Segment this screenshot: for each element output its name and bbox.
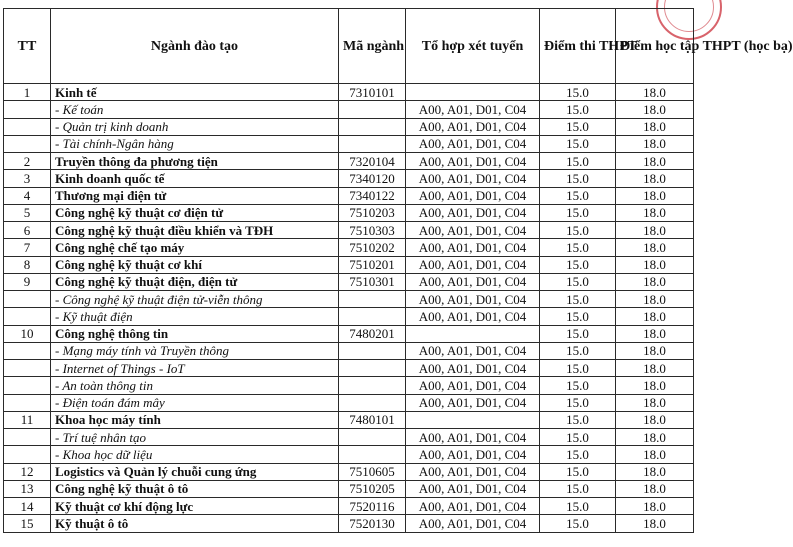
row-transcript-score: 18.0	[616, 480, 694, 497]
row-transcript-score: 18.0	[616, 170, 694, 187]
row-number	[4, 135, 51, 152]
row-major-code: 7320104	[339, 153, 406, 170]
table-row	[4, 515, 694, 532]
table-row	[4, 463, 694, 480]
row-major-name: Công nghệ kỹ thuật cơ khí	[51, 256, 339, 273]
row-number: 7	[4, 239, 51, 256]
row-thpt-score: 15.0	[540, 187, 616, 204]
table-row	[4, 394, 694, 411]
table-row	[4, 446, 694, 463]
row-thpt-score: 15.0	[540, 170, 616, 187]
row-transcript-score: 18.0	[616, 204, 694, 221]
row-major-code: 7510605	[339, 463, 406, 480]
header-major: Ngành đào tạo	[51, 9, 339, 84]
row-number	[4, 308, 51, 325]
row-number	[4, 118, 51, 135]
row-major-code: 7310101	[339, 84, 406, 101]
header-transcript-score: Điểm học tập THPT (học bạ)	[616, 9, 694, 84]
row-major-name: Kỹ thuật cơ khí động lực	[51, 498, 339, 515]
table-row	[4, 101, 694, 118]
row-major-name: Công nghệ chế tạo máy	[51, 239, 339, 256]
header-thpt-score: Điểm thi THPT	[540, 9, 616, 84]
header-code: Mã ngành	[339, 9, 406, 84]
row-number	[4, 394, 51, 411]
row-major-code: 7510201	[339, 256, 406, 273]
row-major-code	[339, 360, 406, 377]
row-transcript-score: 18.0	[616, 273, 694, 290]
row-major-name: - Kế toán	[51, 101, 339, 118]
row-major-code: 7510205	[339, 480, 406, 497]
row-major-name: - Mạng máy tính và Truyền thông	[51, 342, 339, 359]
row-subject-combo: A00, A01, D01, C04	[406, 170, 540, 187]
row-major-code: 7510203	[339, 204, 406, 221]
table-row	[4, 170, 694, 187]
row-subject-combo: A00, A01, D01, C04	[406, 101, 540, 118]
row-subject-combo: A00, A01, D01, C04	[406, 498, 540, 515]
row-subject-combo: A00, A01, D01, C04	[406, 463, 540, 480]
row-number: 11	[4, 411, 51, 428]
row-major-code	[339, 342, 406, 359]
row-transcript-score: 18.0	[616, 446, 694, 463]
row-major-name: - Điện toán đám mây	[51, 394, 339, 411]
row-transcript-score: 18.0	[616, 101, 694, 118]
row-subject-combo: A00, A01, D01, C04	[406, 429, 540, 446]
row-thpt-score: 15.0	[540, 222, 616, 239]
row-number	[4, 291, 51, 308]
table-row	[4, 118, 694, 135]
row-number: 15	[4, 515, 51, 532]
row-transcript-score: 18.0	[616, 187, 694, 204]
row-subject-combo: A00, A01, D01, C04	[406, 153, 540, 170]
table-row	[4, 84, 694, 101]
table-row	[4, 342, 694, 359]
row-major-name: Công nghệ thông tin	[51, 325, 339, 342]
row-major-name: Kỹ thuật ô tô	[51, 515, 339, 532]
row-number	[4, 446, 51, 463]
row-major-name: Công nghệ kỹ thuật điều khiển và TĐH	[51, 222, 339, 239]
row-thpt-score: 15.0	[540, 411, 616, 428]
row-transcript-score: 18.0	[616, 377, 694, 394]
row-major-code: 7340120	[339, 170, 406, 187]
table-row	[4, 498, 694, 515]
row-transcript-score: 18.0	[616, 222, 694, 239]
row-major-code	[339, 429, 406, 446]
row-thpt-score: 15.0	[540, 204, 616, 221]
row-major-code	[339, 101, 406, 118]
row-number: 2	[4, 153, 51, 170]
row-thpt-score: 15.0	[540, 480, 616, 497]
row-number: 9	[4, 273, 51, 290]
row-number	[4, 342, 51, 359]
row-major-code: 7510303	[339, 222, 406, 239]
table-row	[4, 187, 694, 204]
row-thpt-score: 15.0	[540, 394, 616, 411]
row-major-name: - Trí tuệ nhân tạo	[51, 429, 339, 446]
row-major-name: Khoa học máy tính	[51, 411, 339, 428]
row-number: 10	[4, 325, 51, 342]
row-subject-combo: A00, A01, D01, C04	[406, 291, 540, 308]
header-tt: TT	[4, 9, 51, 84]
row-subject-combo: A00, A01, D01, C04	[406, 187, 540, 204]
row-transcript-score: 18.0	[616, 84, 694, 101]
table-row	[4, 256, 694, 273]
row-number: 1	[4, 84, 51, 101]
row-transcript-score: 18.0	[616, 394, 694, 411]
row-major-name: Thương mại điện tử	[51, 187, 339, 204]
row-major-code: 7520116	[339, 498, 406, 515]
table-row	[4, 411, 694, 428]
row-major-name: - An toàn thông tin	[51, 377, 339, 394]
row-major-code	[339, 446, 406, 463]
row-major-code	[339, 377, 406, 394]
row-major-code	[339, 135, 406, 152]
table-body	[4, 84, 694, 533]
row-major-code	[339, 291, 406, 308]
row-major-code: 7340122	[339, 187, 406, 204]
table-row	[4, 429, 694, 446]
row-thpt-score: 15.0	[540, 84, 616, 101]
row-thpt-score: 15.0	[540, 429, 616, 446]
row-thpt-score: 15.0	[540, 360, 616, 377]
table-row	[4, 325, 694, 342]
table-row	[4, 377, 694, 394]
row-subject-combo: A00, A01, D01, C04	[406, 394, 540, 411]
row-thpt-score: 15.0	[540, 273, 616, 290]
row-subject-combo: A00, A01, D01, C04	[406, 222, 540, 239]
row-major-name: Công nghệ kỹ thuật điện, điện tử	[51, 273, 339, 290]
row-subject-combo	[406, 325, 540, 342]
row-major-name: - Kỹ thuật điện	[51, 308, 339, 325]
row-thpt-score: 15.0	[540, 239, 616, 256]
row-number	[4, 377, 51, 394]
table-row	[4, 273, 694, 290]
row-major-name: Công nghệ kỹ thuật cơ điện tử	[51, 204, 339, 221]
row-major-code	[339, 118, 406, 135]
row-major-code: 7480101	[339, 411, 406, 428]
row-transcript-score: 18.0	[616, 411, 694, 428]
row-major-name: - Quản trị kinh doanh	[51, 118, 339, 135]
row-subject-combo: A00, A01, D01, C04	[406, 360, 540, 377]
row-transcript-score: 18.0	[616, 360, 694, 377]
row-thpt-score: 15.0	[540, 101, 616, 118]
row-major-code	[339, 308, 406, 325]
table-row	[4, 204, 694, 221]
row-thpt-score: 15.0	[540, 308, 616, 325]
row-thpt-score: 15.0	[540, 118, 616, 135]
table-row	[4, 480, 694, 497]
header-combo: Tổ hợp xét tuyển	[406, 9, 540, 84]
row-transcript-score: 18.0	[616, 498, 694, 515]
table-row	[4, 308, 694, 325]
row-thpt-score: 15.0	[540, 515, 616, 532]
row-subject-combo: A00, A01, D01, C04	[406, 480, 540, 497]
row-thpt-score: 15.0	[540, 498, 616, 515]
row-subject-combo	[406, 411, 540, 428]
row-subject-combo: A00, A01, D01, C04	[406, 377, 540, 394]
row-transcript-score: 18.0	[616, 463, 694, 480]
row-subject-combo: A00, A01, D01, C04	[406, 308, 540, 325]
row-transcript-score: 18.0	[616, 118, 694, 135]
table-row	[4, 222, 694, 239]
row-transcript-score: 18.0	[616, 153, 694, 170]
row-major-code: 7520130	[339, 515, 406, 532]
row-thpt-score: 15.0	[540, 153, 616, 170]
row-number: 5	[4, 204, 51, 221]
row-number: 6	[4, 222, 51, 239]
row-number: 3	[4, 170, 51, 187]
row-transcript-score: 18.0	[616, 342, 694, 359]
row-major-name: - Internet of Things - IoT	[51, 360, 339, 377]
row-transcript-score: 18.0	[616, 325, 694, 342]
row-subject-combo: A00, A01, D01, C04	[406, 118, 540, 135]
row-major-name: Công nghệ kỹ thuật ô tô	[51, 480, 339, 497]
row-major-name: - Khoa học dữ liệu	[51, 446, 339, 463]
row-subject-combo: A00, A01, D01, C04	[406, 204, 540, 221]
row-number: 8	[4, 256, 51, 273]
table-row	[4, 135, 694, 152]
row-subject-combo: A00, A01, D01, C04	[406, 273, 540, 290]
row-subject-combo	[406, 84, 540, 101]
row-subject-combo: A00, A01, D01, C04	[406, 446, 540, 463]
row-number: 4	[4, 187, 51, 204]
row-subject-combo: A00, A01, D01, C04	[406, 256, 540, 273]
row-major-name: Kinh tế	[51, 84, 339, 101]
row-thpt-score: 15.0	[540, 446, 616, 463]
row-thpt-score: 15.0	[540, 377, 616, 394]
row-number: 13	[4, 480, 51, 497]
table-row	[4, 153, 694, 170]
row-subject-combo: A00, A01, D01, C04	[406, 239, 540, 256]
row-transcript-score: 18.0	[616, 291, 694, 308]
row-number	[4, 101, 51, 118]
header-row	[4, 9, 694, 84]
row-subject-combo: A00, A01, D01, C04	[406, 515, 540, 532]
row-major-name: - Tài chính-Ngân hàng	[51, 135, 339, 152]
table-row	[4, 291, 694, 308]
table-row	[4, 239, 694, 256]
row-transcript-score: 18.0	[616, 135, 694, 152]
row-thpt-score: 15.0	[540, 256, 616, 273]
row-subject-combo: A00, A01, D01, C04	[406, 135, 540, 152]
row-major-code: 7510202	[339, 239, 406, 256]
table-row	[4, 360, 694, 377]
row-number: 12	[4, 463, 51, 480]
row-transcript-score: 18.0	[616, 308, 694, 325]
row-thpt-score: 15.0	[540, 135, 616, 152]
row-thpt-score: 15.0	[540, 291, 616, 308]
admission-scores-table	[3, 8, 793, 533]
row-major-code: 7510301	[339, 273, 406, 290]
row-transcript-score: 18.0	[616, 515, 694, 532]
row-number	[4, 360, 51, 377]
row-number	[4, 429, 51, 446]
row-transcript-score: 18.0	[616, 429, 694, 446]
row-number: 14	[4, 498, 51, 515]
row-major-name: Truyền thông đa phương tiện	[51, 153, 339, 170]
row-subject-combo: A00, A01, D01, C04	[406, 342, 540, 359]
row-thpt-score: 15.0	[540, 325, 616, 342]
row-transcript-score: 18.0	[616, 256, 694, 273]
row-major-code: 7480201	[339, 325, 406, 342]
row-major-name: Logistics và Quản lý chuỗi cung ứng	[51, 463, 339, 480]
row-major-name: Kinh doanh quốc tế	[51, 170, 339, 187]
row-transcript-score: 18.0	[616, 239, 694, 256]
row-thpt-score: 15.0	[540, 463, 616, 480]
row-thpt-score: 15.0	[540, 342, 616, 359]
row-major-name: - Công nghệ kỹ thuật điện tử-viễn thông	[51, 291, 339, 308]
row-major-code	[339, 394, 406, 411]
